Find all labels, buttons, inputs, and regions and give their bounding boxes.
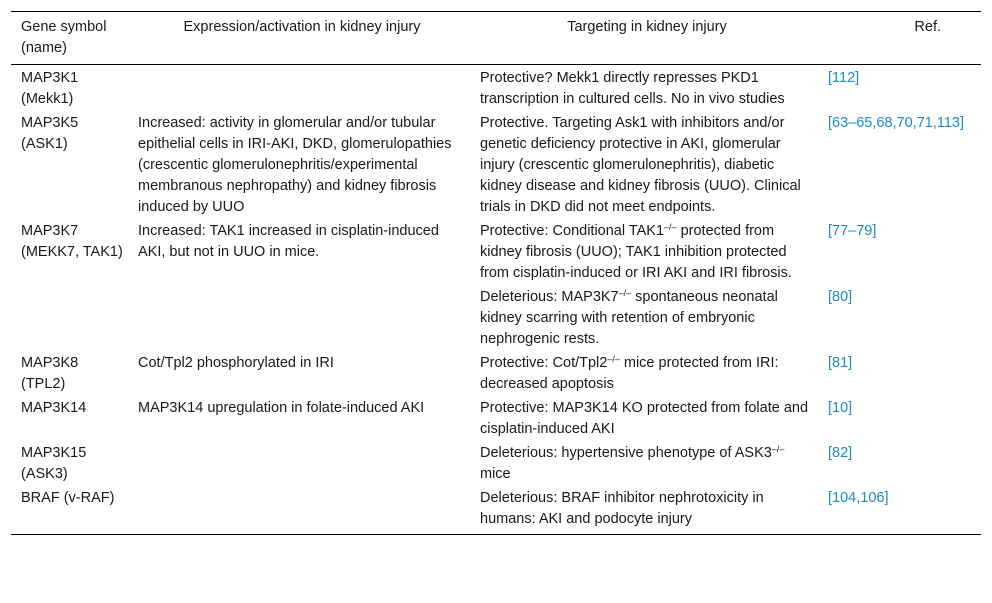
header-targeting: Targeting in kidney injury (567, 19, 727, 35)
table-row-map3k14 (11, 395, 981, 440)
table-row-braf (11, 485, 981, 530)
header-gene-symbol: Gene symbol (name) (21, 19, 107, 56)
superscript-knockout: –/– (771, 444, 785, 454)
ref-link[interactable]: [80] (828, 289, 853, 305)
table-header (11, 12, 981, 65)
targeting-text-pre: Deleterious: hypertensive phenotype of ASK3 (480, 445, 772, 461)
gene-cell: BRAF (v-RAF) (21, 490, 115, 506)
targeting-text-pre: Deleterious: MAP3K7 (480, 289, 619, 305)
ref-link[interactable]: [77–79] (828, 223, 877, 239)
targeting-text-post: spontaneous neonatal kidney scarring with retention of embryonic nephrogenic rests. (480, 289, 778, 347)
gene-cell: MAP3K5 (ASK1) (21, 115, 79, 152)
targeting-cell (470, 443, 818, 485)
table-row-map3k5 (11, 110, 981, 218)
ref-link[interactable]: [63–65,68,70,71,113] (828, 115, 964, 131)
targeting-cell: Deleterious: BRAF inhibitor nephrotoxicity in humans: AKI and podocyte injury (480, 490, 764, 527)
targeting-cell: Protective. Targeting Ask1 with inhibitors and/or genetic deficiency protective in AKI, glomerular injury (crescentic glomerulonephritis), diabetic kidney disease and kidney fibrosis (UUO). Clinical trials in DKD did not meet endpoints. (480, 115, 801, 215)
expression-cell: Increased: TAK1 increased in cisplatin-induced AKI, but not in UUO in mice. (138, 223, 439, 260)
gene-cell: MAP3K7 (MEKK7, TAK1) (21, 223, 123, 260)
header-expression: Expression/activation in kidney injury (183, 19, 421, 35)
gene-cell: MAP3K1 (Mekk1) (21, 70, 79, 107)
ref-link[interactable]: [104,106] (828, 490, 889, 506)
targeting-text-post: mice (480, 466, 511, 482)
gene-cell: MAP3K8 (TPL2) (21, 355, 79, 392)
expression-cell: MAP3K14 upregulation in folate-induced AKI (138, 400, 425, 416)
ref-link[interactable]: [10] (828, 400, 853, 416)
gene-cell: MAP3K15 (ASK3) (21, 445, 87, 482)
expression-cell (128, 287, 470, 350)
expression-cell (128, 443, 470, 485)
table-row-map3k15 (11, 440, 981, 485)
superscript-knockout: –/– (618, 288, 632, 298)
table-row-map3k7-deleterious (11, 284, 981, 350)
targeting-cell: Protective? Mekk1 directly represses PKD1 transcription in cultured cells. No in vivo studies (480, 70, 785, 107)
targeting-text-pre: Protective: Conditional TAK1 (480, 223, 665, 239)
targeting-cell (470, 353, 818, 395)
superscript-knockout: –/– (607, 354, 620, 364)
expression-cell: Increased: activity in glomerular and/or tubular epithelial cells in IRI-AKI, DKD, glomerulopathies (crescentic glomerulonephritis/experimental membranous nephropathy) and kidney fibrosis induced by UUO (138, 115, 452, 215)
expression-cell (128, 488, 470, 530)
targeting-cell: Protective: MAP3K14 KO protected from folate and cisplatin-induced AKI (480, 400, 809, 437)
superscript-knockout: –/– (664, 222, 677, 232)
gene-cell (11, 287, 128, 350)
ref-link[interactable]: [82] (828, 445, 853, 461)
ref-link[interactable]: [81] (828, 355, 853, 371)
table-row-map3k1 (11, 65, 981, 110)
header-ref: Ref. (914, 19, 941, 35)
targeting-text-post: mice protected from IRI: decreased apoptosis (480, 355, 779, 392)
targeting-cell (470, 221, 818, 284)
ref-link[interactable]: [112] (828, 70, 860, 86)
table-bottom-padding (11, 530, 981, 534)
gene-table (11, 11, 981, 535)
targeting-cell (470, 287, 818, 350)
expression-cell: Cot/Tpl2 phosphorylated in IRI (138, 355, 334, 371)
gene-cell: MAP3K14 (21, 400, 87, 416)
targeting-text-post: protected from kidney fibrosis (UUO); TAK1 inhibition protected from cisplatin-induced or IRI AKI and IRI fibrosis. (480, 223, 792, 281)
table-row-map3k7 (11, 218, 981, 284)
expression-cell (128, 68, 470, 110)
table-row-map3k8 (11, 350, 981, 395)
targeting-text-pre: Protective: Cot/Tpl2 (480, 355, 608, 371)
